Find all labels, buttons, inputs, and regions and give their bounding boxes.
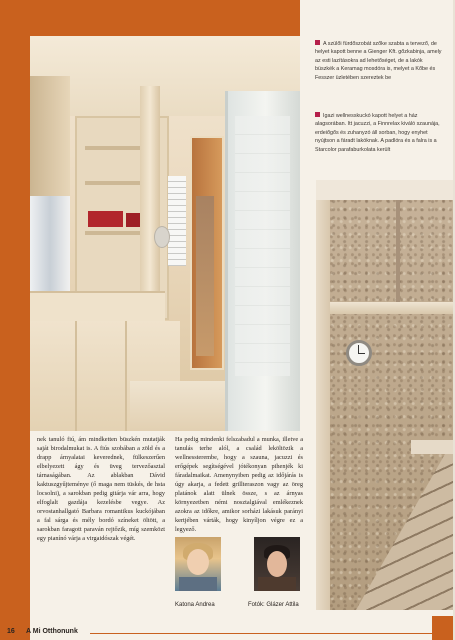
footer-rule bbox=[90, 633, 432, 634]
body-column-1 bbox=[37, 435, 165, 543]
caption-text: A szülői fürdőszobát szőke szabta a tervező, de helyet kapott benne a Gienger Kft. gőzkabinja, amely az esti lazításokra ad lehetőséget, de a lakók büszkék a Keramag mosdóra is, melyet a Kőbe és Fesszer üzletében szereztek be bbox=[315, 41, 442, 81]
magazine-name: A Mi Otthonunk bbox=[26, 628, 78, 635]
body-column-2 bbox=[175, 435, 303, 534]
footer-accent-corner bbox=[432, 616, 453, 640]
header-accent-band bbox=[0, 0, 300, 36]
left-accent-strip bbox=[0, 36, 30, 640]
caption-bathroom bbox=[315, 40, 443, 82]
caption-marker-icon bbox=[315, 40, 320, 45]
author-portrait bbox=[175, 537, 221, 591]
wellness-wall-photo bbox=[316, 180, 453, 610]
body-paragraph: Ha pedig mindenki felszabadul a munka, illetve a tanulás terhe alól, a család leköltözik a wellnessterembe, hogy a szauna, jacuzzi és erőgépek segítségével jótékonyan pihenjék ki fáradalmaikat. Amenynyiben pedig az időjárás is úgy akarja, a fedett grillteraszon vagy az öreg platánok alatt ülnek össze, s az árnyas környezetben némi nosztalgiával emlékeznek azokra az időkre, amikor sorházi lakásuk parányi kertjében várták, hogy kinyíljon végre ez a legyező. bbox=[175, 436, 303, 533]
author-credit: Katona Andrea bbox=[175, 602, 215, 608]
caption-text: Igazi wellnesskuckó kapott helyet a ház alagsorában. Itt jacuzzi, a Finnrelax kiváló szaunája, erdeiőgős és zuhanyzó áll sorban, hogy enyhet nyújtson a fáradt lakóknak. A padlóra és a falra is a Starcolor parafaburkolata került bbox=[315, 113, 440, 153]
page-number: 16 bbox=[7, 628, 15, 635]
bathroom-photo bbox=[30, 36, 300, 431]
photographer-portrait bbox=[254, 537, 300, 591]
body-paragraph: nek tanuló fiú, ám mindketten büszkén mutatják saját birodalmukat is. A fiús szobában a zöld és a drapp árnyalatai keverednek, fülkeszerűen elbelyezett ágy és üveg tervezőasztal tárnaságában. Az ablakban Dávid kaktuszgyűjteménye (ő maga nem tüskés, de hsta locsolni), a sarokban pedig gitárja vár arra, hogy elfoglalt gazdája kezelésbe vegye. Az orvostanhallgató Barbara romantikus kuckójában a fal sárga és mély bordó színeket öltött, a sarokban faragott paraván rejtőzik, míg szemközt egy pianínó várja a virgaidószak végét. bbox=[37, 436, 165, 542]
caption-marker-icon bbox=[315, 112, 320, 117]
photographer-credit: Fotók: Glázer Attila bbox=[248, 602, 299, 608]
caption-wellness bbox=[315, 112, 443, 154]
